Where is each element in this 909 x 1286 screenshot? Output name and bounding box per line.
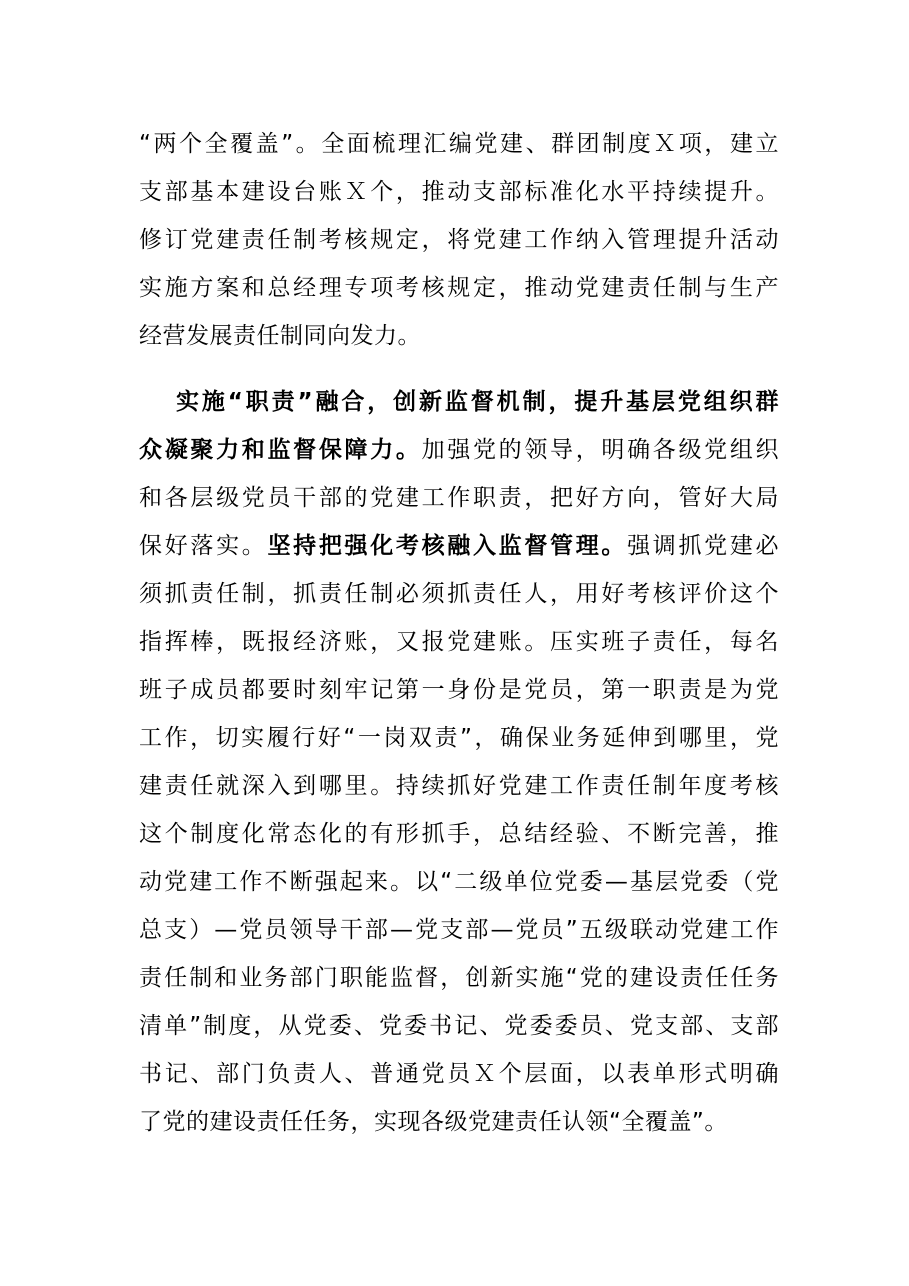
text-line: 班子成员都要时刻牢记第一身份是党员，第一职责是为党: [139, 677, 779, 703]
text-span: 保好落实。: [139, 533, 268, 559]
text-line: 修订党建责任制考核规定，将党建工作纳入管理提升活动: [139, 227, 779, 253]
text-line: 工作，切实履行好“一岗双责”，确保业务延伸到哪里，党: [139, 725, 779, 751]
text-line: 建责任就深入到哪里。持续抓好党建工作责任制年度考核: [139, 773, 779, 799]
paragraph-heading-line: 实施“职责”融合，创新监督机制，提升基层党组织群: [176, 389, 779, 415]
text-line: “两个全覆盖”。全面梳理汇编党建、群团制度Ｘ项，建立: [139, 131, 779, 157]
text-span: 加强党的领导，明确各级党组织: [421, 437, 779, 463]
text-line: [139, 522, 779, 570]
paragraph-heading-end: 众凝聚力和监督保障力。: [139, 437, 422, 463]
text-span: 强调抓党建必: [627, 533, 779, 559]
paragraph-gap: [139, 360, 779, 378]
text-line: 指挥棒，既报经济账，又报党建账。压实班子责任，每名: [139, 629, 779, 655]
text-line: 经营发展责任制同向发力。: [139, 323, 421, 349]
text-line: 了党的建设责任任务，实现各级党建责任认领“全覆盖”。: [139, 1109, 728, 1135]
paragraph-1: [139, 120, 779, 360]
document-body: [139, 120, 779, 1146]
text-line: 责任制和业务部门职能监督，创新实施“党的建设责任任务: [139, 965, 779, 991]
text-line: 须抓责任制，抓责任制必须抓责任人，用好考核评价这个: [139, 581, 779, 607]
text-line: [139, 426, 779, 474]
text-line: 书记、部门负责人、普通党员Ｘ个层面，以表单形式明确: [139, 1061, 779, 1087]
text-line: 总支）—党员领导干部—党支部—党员”五级联动党建工作: [139, 917, 779, 943]
text-line: 支部基本建设台账Ｘ个，推动支部标准化水平持续提升。: [139, 179, 779, 205]
text-line: 和各层级党员干部的党建工作职责，把好方向，管好大局: [139, 485, 779, 511]
subheading-span: 坚持把强化考核融入监督管理。: [267, 533, 628, 559]
text-line: 清单”制度，从党委、党委书记、党委委员、党支部、支部: [139, 1013, 779, 1039]
text-line: 这个制度化常态化的有形抓手，总结经验、不断完善，推: [139, 821, 779, 847]
paragraph-2: [139, 378, 779, 1146]
text-line: 动党建工作不断强起来。以“二级单位党委—基层党委（党: [139, 869, 779, 895]
text-line: 实施方案和总经理专项考核规定，推动党建责任制与生产: [139, 275, 779, 301]
